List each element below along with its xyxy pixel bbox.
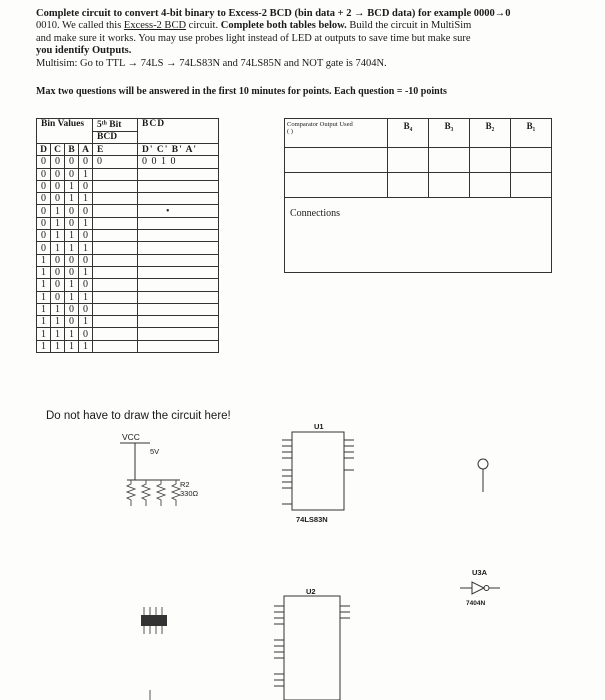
u3a-part-label: 7404N: [466, 600, 486, 607]
bit-cell: 1: [51, 340, 65, 352]
bcd-sub-header: BCD: [93, 131, 138, 144]
bit-cell: 0: [37, 217, 51, 229]
bit-cell: 1: [51, 205, 65, 217]
bit-cell: 0: [51, 254, 65, 266]
bit-cell: 1: [37, 303, 51, 315]
connections-label: Connections: [290, 208, 340, 219]
instruction-text: 0010. We called this: [36, 20, 124, 32]
resistor-pack: [127, 480, 180, 506]
col-a: A: [79, 144, 93, 156]
instruction-line-3: and make sure it works. You may use probes light instead of LED at outputs to save time but make sure: [36, 32, 471, 44]
bit-cell: 1: [51, 230, 65, 242]
bit-cell: 0: [51, 291, 65, 303]
bit-cell: 1: [65, 291, 79, 303]
col-b3: B₃: [429, 119, 470, 148]
bit-cell: 0: [79, 156, 93, 168]
bit-cell: 1: [37, 266, 51, 278]
instruction-emphasis: Complete both tables below.: [220, 20, 347, 32]
bit-cell: 1: [51, 316, 65, 328]
bit-cell: 1: [79, 340, 93, 352]
bit-cell: 1: [37, 291, 51, 303]
bit-cell: 0: [51, 168, 65, 180]
col-e: E: [93, 144, 138, 156]
r2-value: 330Ω: [180, 489, 199, 498]
instruction-line-5: Multisim: Go to TTL → 74LS → 74LS83N and 74LS85N and NOT gate is 7404N.: [36, 57, 387, 69]
bit-cell: 0: [79, 180, 93, 192]
e-cell: 0: [93, 156, 138, 168]
u1-chip: [282, 432, 354, 510]
bit-cell: 0: [65, 168, 79, 180]
bit-cell: 0: [37, 168, 51, 180]
comparator-header-label: Comparator Output Used: [287, 121, 353, 128]
u3a-label: U3A: [472, 568, 488, 577]
probe-icon: [478, 459, 488, 492]
bit-cell: 1: [65, 340, 79, 352]
stray-mark: •: [166, 206, 170, 217]
bit-cell: 1: [79, 193, 93, 205]
instruction-line-4: you identify Outputs.: [36, 45, 132, 57]
bit-cell: 0: [51, 266, 65, 278]
bit-cell: 0: [65, 266, 79, 278]
bit-cell: 1: [65, 242, 79, 254]
bit-cell: 0: [65, 316, 79, 328]
col-b4: B₄: [388, 119, 429, 148]
r2-name: R2: [180, 480, 190, 489]
col-c: C: [51, 144, 65, 156]
dip-switch: [141, 607, 167, 634]
bit-cell: 1: [37, 340, 51, 352]
bit-cell: 1: [37, 279, 51, 291]
bin-values-header: Bin Values: [37, 119, 93, 144]
comparator-header-paren: ( ): [287, 128, 293, 135]
bit-cell: 1: [65, 193, 79, 205]
bcd-header: BCD: [138, 119, 219, 144]
vcc-label: VCC: [122, 432, 140, 442]
bit-cell: 0: [51, 156, 65, 168]
excess2-term: Excess-2 BCD: [123, 20, 187, 32]
bit-cell: 0: [79, 254, 93, 266]
bit-cell: 0: [65, 205, 79, 217]
bit-cell: 1: [65, 230, 79, 242]
bit-cell: 0: [51, 279, 65, 291]
bit-cell: 0: [51, 193, 65, 205]
vcc-rail: [120, 443, 180, 480]
u2-label: U2: [306, 587, 316, 596]
u1-part-label: 74LS83N: [296, 515, 328, 524]
bit-cell: 1: [37, 254, 51, 266]
bit-cell: 1: [51, 242, 65, 254]
bit-cell: 0: [37, 193, 51, 205]
col-b2: B₂: [470, 119, 511, 148]
fifth-bit-header: 5ᵗʰ Bit: [93, 119, 138, 132]
bit-cell: 1: [65, 180, 79, 192]
instruction-text: Build the circuit in MultiSim: [346, 20, 472, 32]
bit-cell: 0: [79, 303, 93, 315]
bit-cell: 1: [51, 328, 65, 340]
bit-cell: 1: [65, 279, 79, 291]
inverter-gate: [460, 582, 500, 594]
bit-cell: 1: [79, 168, 93, 180]
bcd-cell: 0 0 1 0: [138, 156, 219, 168]
bit-cell: 0: [65, 254, 79, 266]
bit-cell: 0: [79, 205, 93, 217]
bit-cell: 0: [37, 205, 51, 217]
bit-cell: 1: [51, 217, 65, 229]
max-questions-note: Max two questions will be answered in the first 10 minutes for points. Each question = -10 points: [36, 86, 447, 97]
bit-cell: 1: [79, 242, 93, 254]
bit-cell: 1: [79, 266, 93, 278]
bit-cell: 0: [37, 156, 51, 168]
u1-label: U1: [314, 422, 324, 431]
bit-cell: 0: [37, 180, 51, 192]
bit-cell: 1: [37, 328, 51, 340]
bit-cell: 0: [79, 328, 93, 340]
bit-cell: 0: [79, 230, 93, 242]
instruction-line-1: Complete circuit to convert 4-bit binary to Excess-2 BCD (bin data + 2 → BCD data) for example 0000→0: [36, 8, 511, 19]
bit-cell: 0: [65, 217, 79, 229]
col-b: B: [65, 144, 79, 156]
bit-cell: 1: [79, 316, 93, 328]
bit-cell: 1: [79, 291, 93, 303]
5v-label: 5V: [150, 447, 160, 456]
draw-note: Do not have to draw the circuit here!: [46, 410, 231, 422]
col-d: D: [37, 144, 51, 156]
bit-cell: 1: [79, 217, 93, 229]
bit-cell: 1: [65, 328, 79, 340]
instruction-text: circuit.: [186, 20, 221, 32]
col-b1: B₁: [511, 119, 552, 148]
u2-chip: [274, 596, 350, 700]
bit-cell: 0: [37, 242, 51, 254]
bit-cell: 0: [65, 303, 79, 315]
bit-cell: 0: [37, 230, 51, 242]
bit-cell: 1: [37, 316, 51, 328]
bit-cell: 0: [51, 180, 65, 192]
col-bcd-prime: D' C' B' A': [138, 144, 219, 156]
bit-cell: 0: [65, 156, 79, 168]
bit-cell: 1: [51, 303, 65, 315]
bit-cell: 0: [79, 279, 93, 291]
